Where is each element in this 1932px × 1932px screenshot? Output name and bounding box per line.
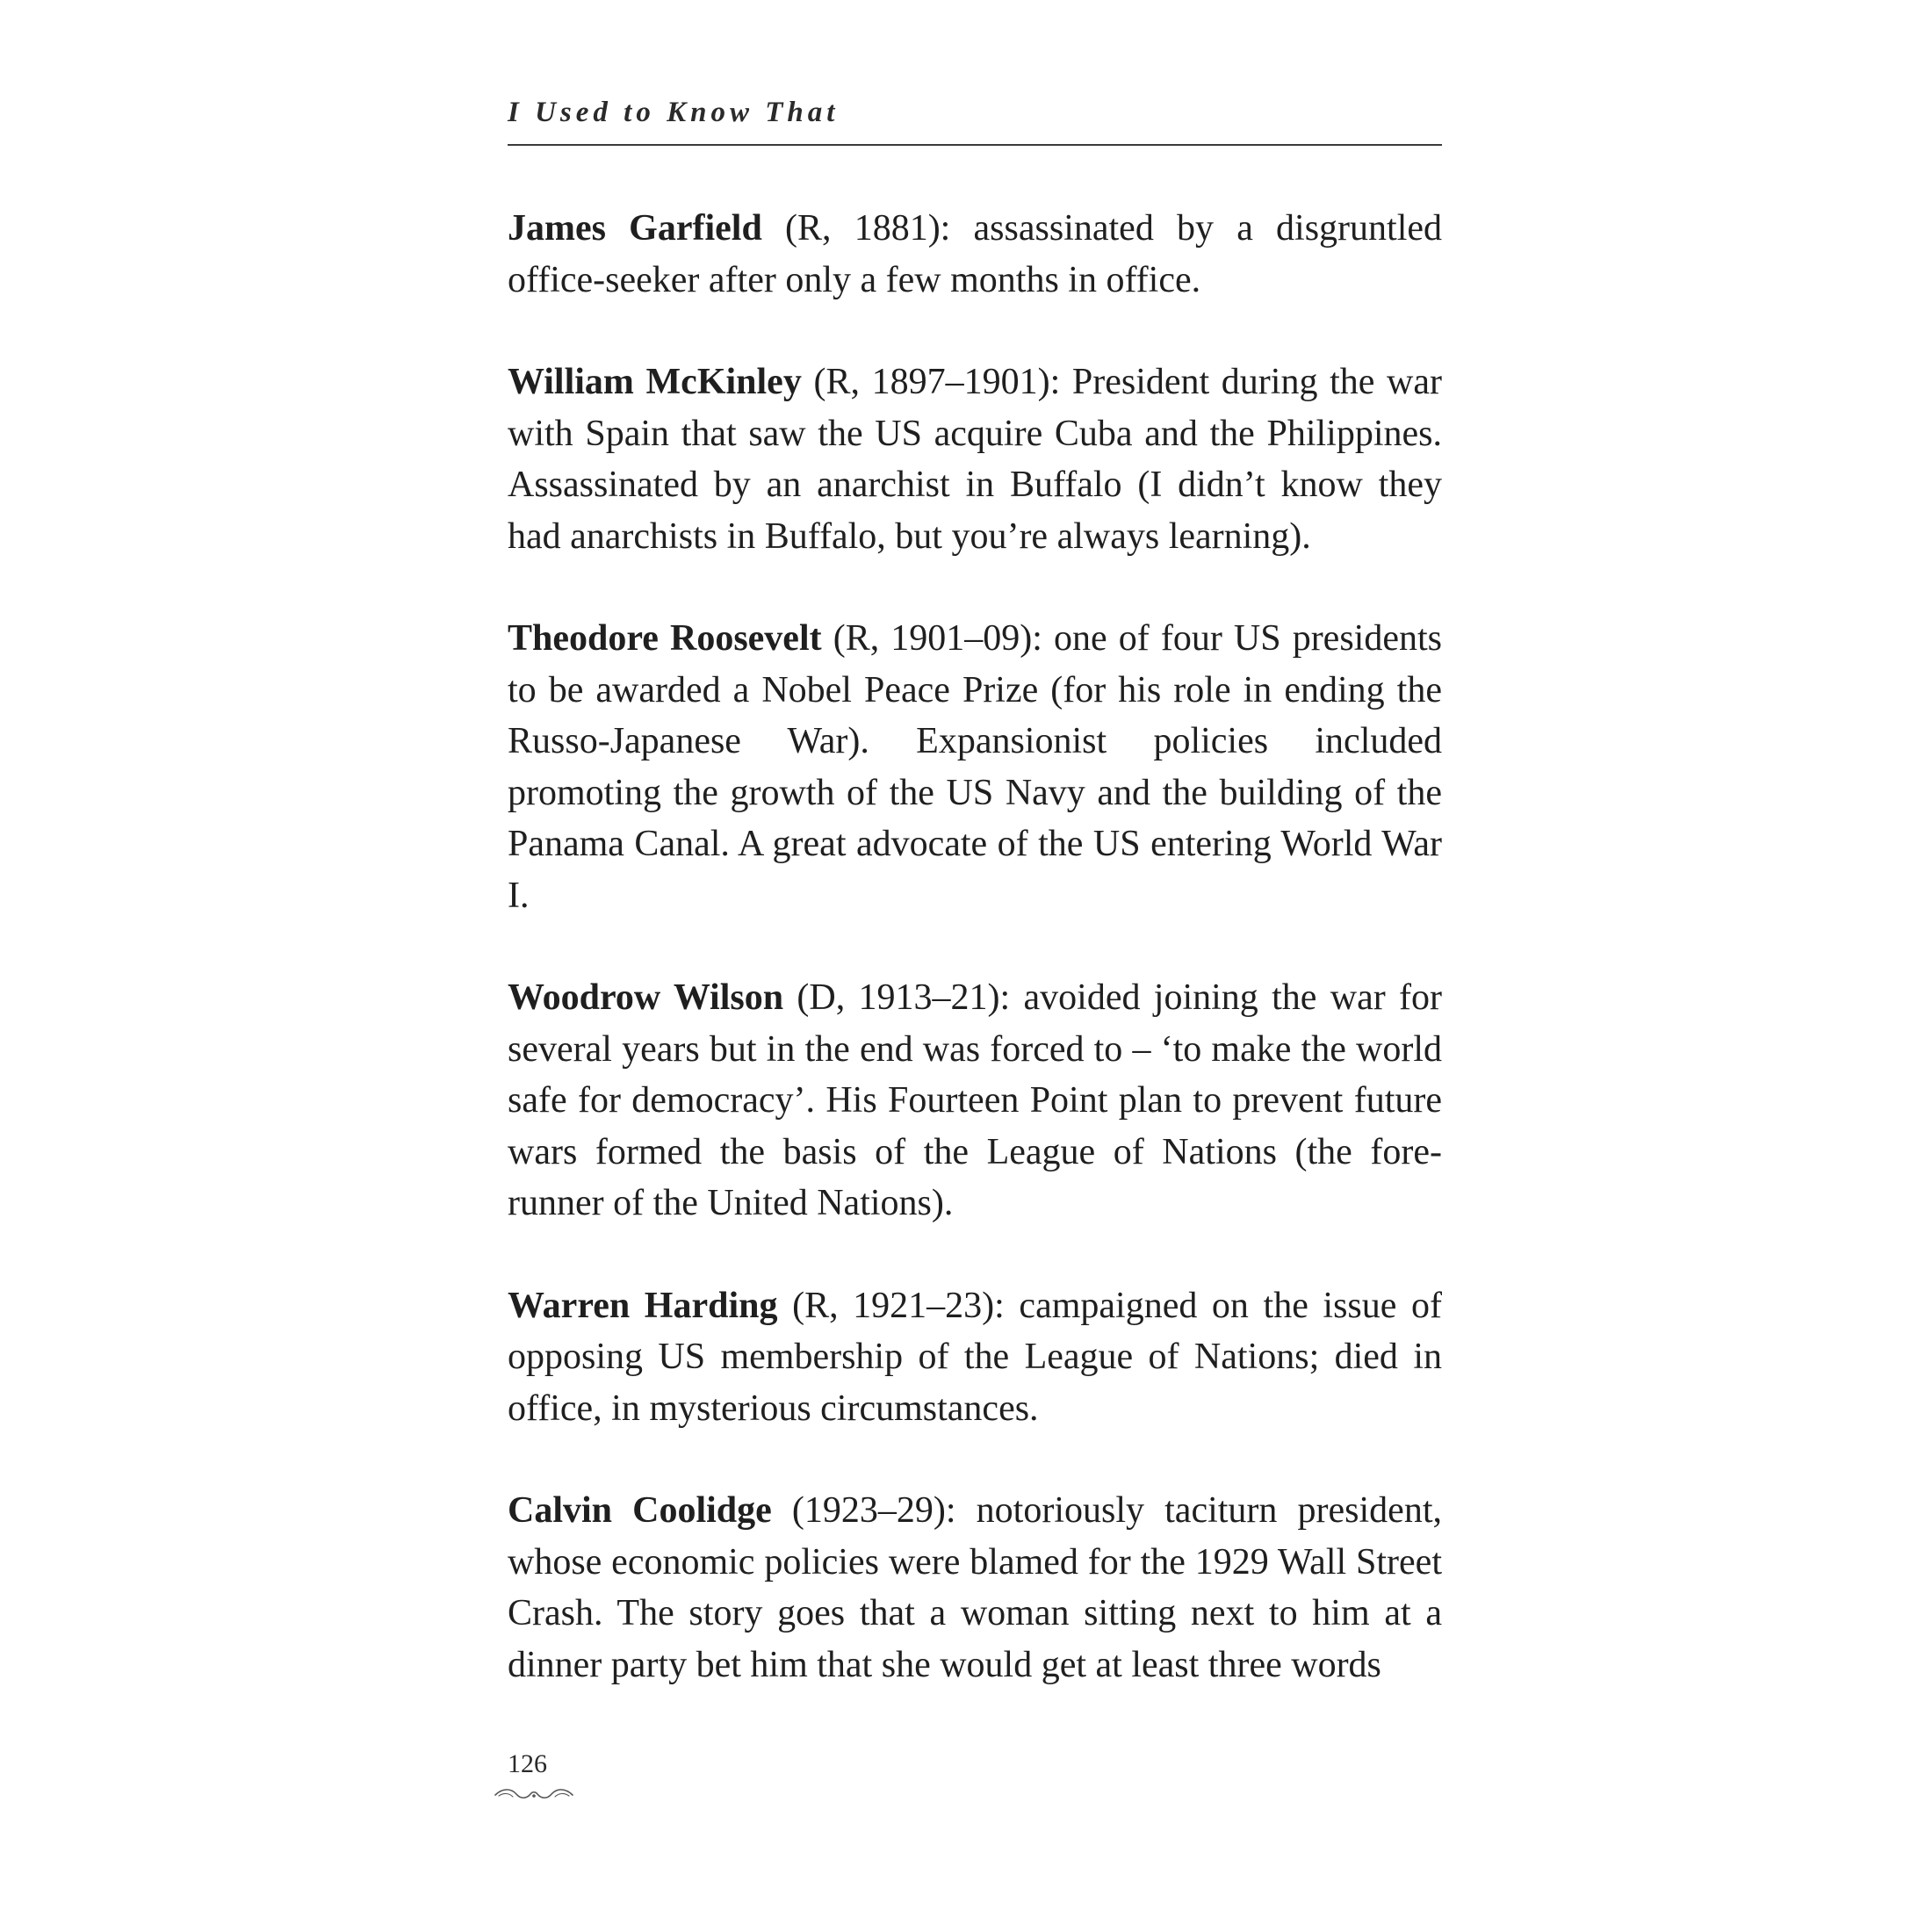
flourish-ornament-icon: [490, 1784, 578, 1804]
entry-text: (R, 1881): assassinated by a disgruntled office-seeker after only a few months in office.: [508, 208, 1443, 300]
entry-theodore-roosevelt: [508, 613, 1442, 921]
running-head: I Used to Know That: [508, 97, 840, 128]
page-number: 126: [508, 1749, 547, 1778]
entry-name: Woodrow Wilson: [508, 977, 784, 1018]
entry-warren-harding: [508, 1280, 1442, 1435]
entry-text: (1923–29): notoriously taciturn president, whose economic policies were blamed for the 1929 Wall Street Crash. The story goes that a woman sitting next to him at a dinner party bet him that she would get at least three words: [508, 1490, 1442, 1685]
entry-name: William McKinley: [508, 362, 802, 402]
entry-name: Theodore Roosevelt: [508, 618, 822, 659]
entry-name: James Garfield: [508, 208, 762, 249]
entry-text: (D, 1913–21): avoided joining the war for several years but in the end was forced to – ‘to make the world safe for democracy’. His Fourteen Point plan to prevent future wars formed the basis of the League of Nations (the fore-runner of the United Nations).: [508, 977, 1442, 1223]
entry-text: (R, 1901–09): one of four US presidents to be awarded a Nobel Peace Prize (for his role in ending the Russo-Japanese War). Expansionist policies included promoting the growth of the US Navy and the building of the Panama Canal. A great advocate of the US entering World War I.: [508, 618, 1442, 916]
entry-william-mckinley: [508, 357, 1442, 562]
entry-calvin-coolidge: [508, 1485, 1442, 1690]
page-body: [508, 203, 1442, 1690]
entry-name: Warren Harding: [508, 1285, 778, 1326]
entry-text: (R, 1897–1901): President during the war with Spain that saw the US acquire Cuba and the Philippines. Assassinated by an anarchist in Buffalo (I didn’t know they had anarchists in Buffalo, but you’re always learning).: [508, 362, 1442, 557]
book-page: [508, 0, 1442, 1932]
entry-woodrow-wilson: [508, 972, 1442, 1229]
entry-text: (R, 1921–23): campaigned on the issue of opposing US membership of the League of Nations; died in office, in mysterious circumstances.: [508, 1285, 1442, 1429]
entry-james-garfield: [508, 203, 1442, 306]
header-divider: [508, 144, 1442, 146]
entry-name: Calvin Coolidge: [508, 1490, 772, 1531]
